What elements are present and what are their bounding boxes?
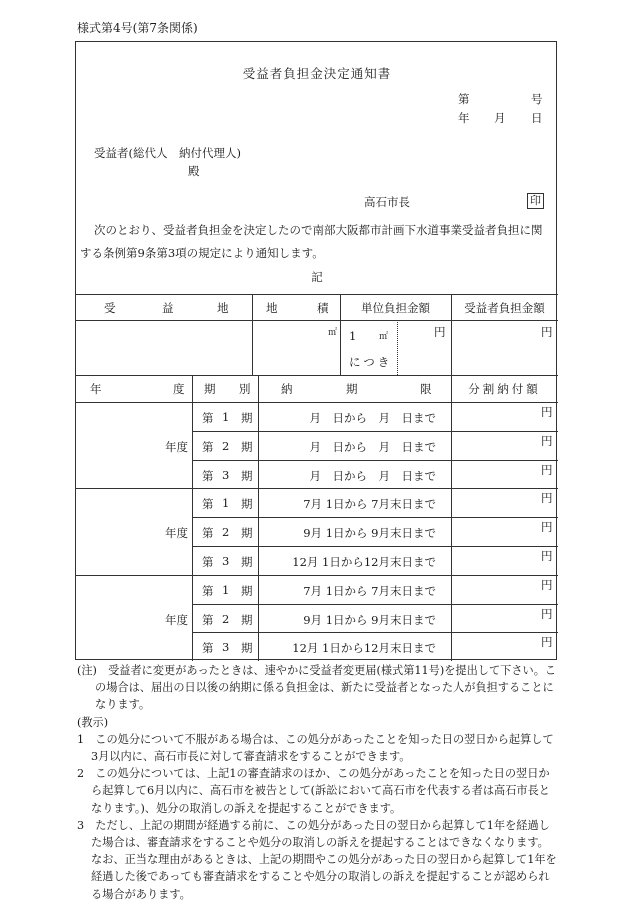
th-land-c: 地 xyxy=(217,301,229,315)
period-number: 2 xyxy=(222,525,230,540)
installment-yen: 円 xyxy=(541,462,553,477)
th-year-b: 度 xyxy=(173,382,185,396)
period-ki: 期 xyxy=(241,555,253,569)
body-line-1: 次のとおり、受益者負担金を決定したので南部大阪都市計画下水道事業受益者負担に関 xyxy=(94,223,543,237)
kyoji-item-3: 3 ただし、上記の期間が経過する前に、この処分があった日の翌日から起算して1年を経過した場合は、審査請求をすることや処分の取消しの訴えを提起することはできなくなります。なお、正当な理由があるときは、上記の期間やこの処分があった日の翌日から起算して1年を経過した後であっても審査請求をすることや処分の取消しの訴えを提起することが認められる場合があります。 xyxy=(77,818,557,901)
period-dai: 第 xyxy=(202,612,214,627)
period-ki: 期 xyxy=(241,411,253,425)
th-period-b: 別 xyxy=(239,382,251,396)
kyoji-title: (教示) xyxy=(77,715,109,729)
period-ki: 期 xyxy=(241,526,253,541)
th-unit-charge: 単位負担金額 xyxy=(361,301,430,315)
th-deadline-b: 期 xyxy=(346,382,358,396)
installment-yen: 円 xyxy=(541,577,553,592)
period-dai: 第 xyxy=(202,497,214,512)
deadline-range: 7月 1日から 7月末日まで xyxy=(303,497,436,512)
period-dai: 第 xyxy=(202,526,214,541)
nendo-label: 年度 xyxy=(165,526,188,541)
installment-yen: 円 xyxy=(541,606,553,621)
period-number: 1 xyxy=(222,496,230,511)
kyoji-item-1: 1 この処分について不服がある場合は、この処分があったことを知った日の翌日から起算して3月以内に、高石市長に対して審査請求をすることができます。 xyxy=(77,732,554,764)
period-dai: 第 xyxy=(202,468,214,483)
nendo-label: 年度 xyxy=(165,439,188,454)
issuer-label: 高石市長 xyxy=(364,195,410,209)
area-unit-m2: ㎡ xyxy=(328,328,338,338)
th-installment: 分割納付額 xyxy=(468,382,541,396)
nendo-label: 年度 xyxy=(165,612,188,627)
period-number: 3 xyxy=(222,554,230,568)
period-ki: 期 xyxy=(241,439,253,454)
ki-label: 記 xyxy=(311,270,323,284)
deadline-range: 12月 1日から12月末日まで xyxy=(292,555,436,569)
deadline-range: 9月 1日から 9月末日まで xyxy=(303,612,436,627)
deadline-range: 7月 1日から 7月末日まで xyxy=(303,583,436,598)
installment-yen: 円 xyxy=(541,433,553,448)
th-area-b: 積 xyxy=(317,301,329,315)
period-ki: 期 xyxy=(241,468,253,483)
period-ki: 期 xyxy=(241,583,253,598)
period-number: 2 xyxy=(222,438,230,453)
ref-month: 月 xyxy=(494,111,506,125)
period-dai: 第 xyxy=(202,411,214,425)
period-number: 1 xyxy=(222,410,230,424)
deadline-range: 月 日から 月 日まで xyxy=(309,411,436,425)
deadline-range: 月 日から 月 日まで xyxy=(309,468,436,483)
ref-year: 年 xyxy=(458,111,470,125)
period-dai: 第 xyxy=(202,583,214,598)
period-number: 3 xyxy=(222,640,230,655)
deadline-range: 月 日から 月 日まで xyxy=(309,439,436,454)
period-ki: 期 xyxy=(241,612,253,627)
installment-yen: 円 xyxy=(541,491,553,506)
total-yen: 円 xyxy=(541,325,553,339)
period-ki: 期 xyxy=(241,497,253,512)
period-dai: 第 xyxy=(202,439,214,454)
installment-yen: 円 xyxy=(541,635,553,650)
recipient-honorific: 殿 xyxy=(188,164,200,178)
period-number: 2 xyxy=(222,611,230,626)
kyoji-item-2: 2 この処分については、上記1の審査請求のほか、この処分があったことを知った日の翌日から起算して6月以内に、高石市を被告として(訴訟において高石市を代表する者は高石市長となります。)、処分の取消しの訴えを提起することができます。 xyxy=(77,767,550,815)
deadline-range: 12月 1日から12月末日まで xyxy=(292,641,436,656)
th-total-charge: 受益者負担金額 xyxy=(464,301,545,315)
document-title: 受益者負担金決定通知書 xyxy=(242,66,392,81)
ref-go: 号 xyxy=(531,92,543,106)
unit-per-m2: ㎡ xyxy=(379,332,389,342)
th-area-a: 地 xyxy=(266,301,278,315)
body-line-2: する条例第9条第3項の規定により通知します。 xyxy=(80,246,324,260)
installment-yen: 円 xyxy=(541,520,553,535)
installment-yen: 円 xyxy=(541,405,553,419)
notes-section xyxy=(77,662,557,903)
unit-yen: 円 xyxy=(434,325,446,339)
seal-mark: 印 xyxy=(527,193,544,209)
period-number: 1 xyxy=(222,582,230,597)
period-dai: 第 xyxy=(202,555,214,569)
period-dai: 第 xyxy=(202,641,214,656)
note-change-of-beneficiary: (注) 受益者に変更があったときは、速やかに受益者変更届(様式第11号)を提出して下さい。この場合は、届出の日以後の納期に係る負担金は、新たに受益者となった人が負担することになります。 xyxy=(77,664,557,712)
th-period-a: 期 xyxy=(204,382,216,396)
unit-per-label: につき xyxy=(349,355,393,369)
deadline-range: 9月 1日から 9月末日まで xyxy=(303,526,436,541)
period-ki: 期 xyxy=(241,641,253,656)
unit-per-one: 1 xyxy=(349,329,357,343)
th-year-a: 年 xyxy=(90,382,102,396)
th-land-b: 益 xyxy=(162,301,174,315)
notice-frame xyxy=(75,41,557,660)
th-deadline-c: 限 xyxy=(420,382,432,396)
recipient-label: 受益者(総代人 納付代理人) xyxy=(94,146,241,160)
issuer-seal xyxy=(527,193,544,209)
ref-dai: 第 xyxy=(458,92,470,106)
th-land-a: 受 xyxy=(104,301,116,315)
th-deadline-a: 納 xyxy=(281,382,293,396)
form-number: 様式第4号(第7条関係) xyxy=(77,21,198,35)
installment-yen: 円 xyxy=(541,549,553,563)
period-number: 3 xyxy=(222,467,230,482)
ref-day: 日 xyxy=(531,111,543,125)
